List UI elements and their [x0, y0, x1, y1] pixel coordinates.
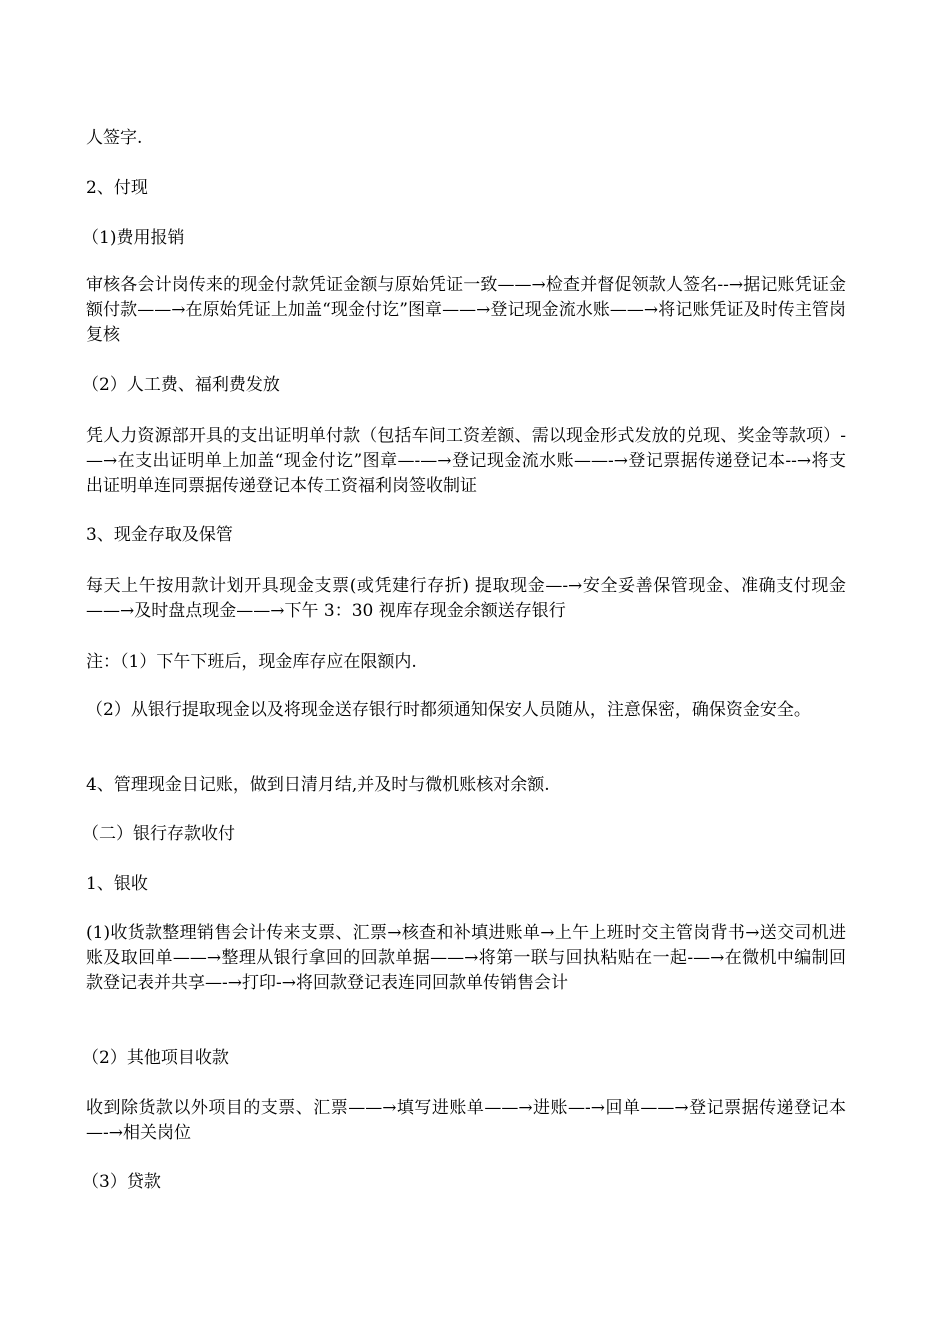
note-line: 注：（1）下午下班后，现金库存应在限额内.: [86, 652, 417, 672]
paragraph: 每天上午按用款计划开具现金支票(或凭建行存折) 提取现金—-→安全妥善保管现金、准确支付现金——→及时盘点现金——→下午 3：30 视库存现金余额送存银行: [86, 576, 846, 621]
section-heading: （二）银行存款收付: [82, 824, 235, 844]
paragraph: (1)收货款整理销售会计传来支票、汇票→核查和补填进账单→上午上班时交主管岗背书→送交司机进账及取回单——→整理从银行拿回的回款单据——→将第一联与回执粘贴在一起-—→在微机中编制回款登记表并共享—-→打印-→将回款登记表连同回款单传销售会计: [86, 923, 846, 993]
section-heading: 1、银收: [86, 874, 148, 894]
paragraph: 审核各会计岗传来的现金付款凭证金额与原始凭证一致——→检查并督促领款人签名--→据记账凭证金额付款——→在原始凭证上加盖“现金付讫”图章——→登记现金流水账——→将记账凭证及时传主管岗复核: [86, 275, 846, 345]
subsection-heading: （2）其他项目收款: [82, 1048, 229, 1068]
paragraph: 收到除货款以外项目的支票、汇票——→填写进账单——→进账—-→回单——→登记票据传递登记本—-→相关岗位: [86, 1098, 846, 1143]
paragraph: 凭人力资源部开具的支出证明单付款（包括车间工资差额、需以现金形式发放的兑现、奖金等款项）-—→在支出证明单上加盖“现金付讫”图章—-—→登记现金流水账——-→登记票据传递登记本--→将支出证明单连同票据传递登记本传工资福利岗签收制证: [86, 426, 846, 496]
section-heading: 4、管理现金日记账，做到日清月结,并及时与微机账核对余额.: [86, 775, 550, 795]
subsection-heading: （2）人工费、福利费发放: [82, 375, 280, 395]
subsection-heading: （1)费用报销: [82, 228, 185, 248]
section-heading: 2、付现: [86, 178, 148, 198]
subsection-heading: （3）贷款: [82, 1172, 161, 1192]
text-line: 人签字.: [86, 128, 143, 148]
section-heading: 3、现金存取及保管: [86, 525, 233, 545]
paragraph: （2）从银行提取现金以及将现金送存银行时都须通知保安人员随从，注意保密，确保资金安全。: [86, 700, 811, 720]
